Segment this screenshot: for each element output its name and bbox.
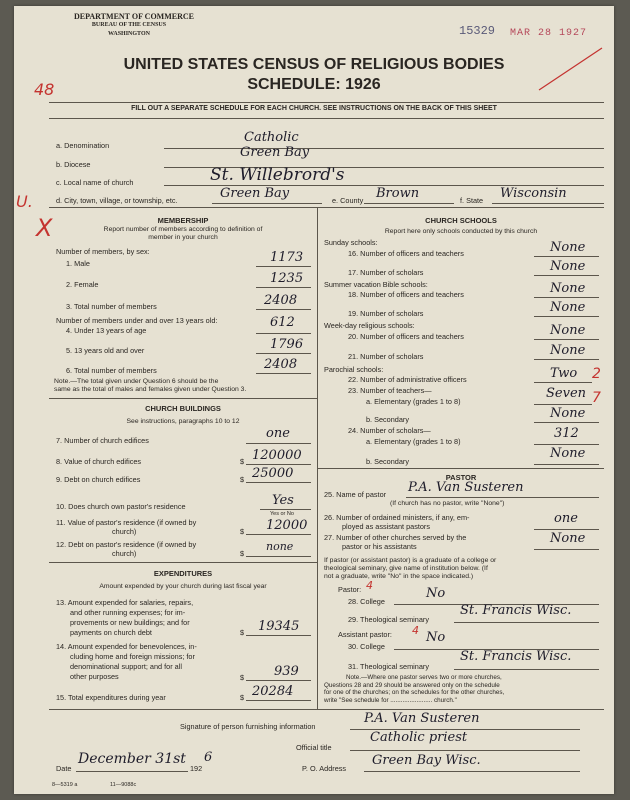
- county-label: e. County: [332, 196, 364, 205]
- membership-intro: Report number of members according to definition of member in your church: [103, 226, 263, 241]
- q6-field[interactable]: 2408: [256, 363, 311, 374]
- church-name-field[interactable]: [164, 165, 604, 186]
- denomination-field[interactable]: [164, 130, 604, 149]
- q4-field[interactable]: 612: [256, 323, 311, 334]
- census-schedule-sheet: DEPARTMENT OF COMMERCE BUREAU OF THE CENSUS WASHINGTON 15329 MAR 28 1927 48 U. X UNITED STATES CENSUS OF RELIGIOUS BODIES SCHEDULE: 1926 FILL OUT A SEPARATE SCHEDULE FOR EACH CHURCH. SEE INSTRUCTIONS ON THE BACK OF THIS SHEET a. Denomination Catholic b. Diocese Green Bay c. Local name of church St. Willebrord's d. City, town, village, or township, etc. Green Bay e. County Brown f. State Wisconsin MEMBERSHIP Report number of members according to definition of member in your church Number of members, by sex: 1. Male 1173 2. Female 1235 3. Total number of members 2408 Number of members under and over 13 years old: 4. Under 13 years of age 612 5. 13 years old and over 1796 6. Total number of members 2408 Note.—The total given under Question 6 should be the same as the total of males and females given under Question 3. CHURCH BUILDINGS See instructions, paragraphs 10 to 12 7. Number of church edifices one 8. Value of church edifices $ 120000 9. Debt on church edifices $ 25000 10. Does church own pastor's residence Yes Yes or No 11. Value of pastor's residence (if owned by church) $ 12000 12. Debt on pastor's residence (if owned by church) $ none EXPENDITURES Amount expended by your church during last fiscal year 13. Amount expended for salaries, repairs, and other running expenses; for im- provements or new buildings; and for payments on church debt $ 19345 14. Amount expended for benevolences, in- cluding home and foreign missions; for denominational support; and for all other purposes $ 939 15. Total expenditures during year $ 20284 CHURCH SCHOOLS Report here only schools conducted by this church Sunday schools: 16. Number of officers and teachers None 17. Number of scholars None Summer vacation Bible schools: 18. Number of officers and teachers None 19. Number of scholars None Week-day religious schools: 20. Number of officers and teachers None 21. Number of scholars None Parochial schools: 22. Number of administrative officers Two 2 23. Number of teachers— a. Elementary (grades 1 to 8) Seven 7 b. Secondary None 24. Number of scholars— a. Elementary (grades 1 to 8) 312 b. Secondary None PASTOR 25. Name of pastor P.A. Van Susteren (If church has no pastor, write "None") 26. Number of ordained ministers, if any, em- ployed as assistant pastors one 27. Number of other churches served by the pastor or his assistants None If pastor (or assistant pastor) is a graduate of a college or theological seminary, give name of institution below. (If not a graduate, write "No" in the space indicated.) Pastor: 4 28. College No 29. Theological seminary St. Francis Wisc. Assistant pastor: 4 30. College No 31. Theological seminary St. Francis Wisc. Note.—Where one pastor serves two or more churches, Questions 28 and 29 should be answered only on the schedule for one of the churches; on the schedules for the other churches, write "See schedule for ........................ church." Signature of person furnishing information P.A. Van Susteren Official title Catholic priest Date December 31st 192 6 P. O. Address Green Bay Wisc. 8—5319 a 11—9088c: [14, 6, 614, 794]
- denomination-label: a. Denomination: [56, 141, 110, 150]
- q3-label: 3. Total number of members: [66, 302, 157, 311]
- q18-label: 18. Number of officers and teachers: [348, 290, 464, 299]
- county-value: Brown: [376, 186, 420, 201]
- q28-label: 28. College: [348, 597, 385, 606]
- form-code-1: 8—5319 a: [52, 782, 78, 788]
- received-stamp-number: 15329: [459, 24, 496, 38]
- q7-label: 7. Number of church edifices: [56, 436, 149, 445]
- address-field[interactable]: Green Bay Wisc.: [364, 761, 580, 772]
- state-value: Wisconsin: [500, 186, 567, 201]
- q8-label: 8. Value of church edifices: [56, 457, 142, 466]
- q17-label: 17. Number of scholars: [348, 268, 424, 277]
- q2-label: 2. Female: [66, 280, 99, 289]
- q11-field[interactable]: 12000: [246, 524, 311, 535]
- q24a-label: a. Elementary (grades 1 to 8): [366, 437, 461, 446]
- q23a-field[interactable]: Seven: [534, 394, 592, 405]
- divider: [49, 709, 604, 710]
- q15-field[interactable]: 20284: [246, 690, 311, 701]
- q13-field[interactable]: 19345: [246, 625, 311, 636]
- department-header: [74, 12, 195, 39]
- received-stamp-date: MAR 28 1927: [510, 28, 588, 39]
- form-instruction: FILL OUT A SEPARATE SCHEDULE FOR EACH CHURCH. SEE INSTRUCTIONS ON THE BACK OF THIS SHEET: [131, 105, 497, 112]
- q29-label: 29. Theological seminary: [348, 615, 429, 624]
- buildings-heading: CHURCH BUILDINGS: [145, 404, 221, 413]
- address-label: P. O. Address: [302, 764, 347, 773]
- divider: [49, 207, 604, 208]
- q20-field[interactable]: None: [534, 329, 599, 340]
- q14-field[interactable]: 939: [246, 670, 311, 681]
- membership-heading: MEMBERSHIP: [157, 216, 209, 225]
- city-value: Green Bay: [220, 186, 290, 201]
- q2-field[interactable]: 1235: [256, 277, 311, 288]
- q5-field[interactable]: 1796: [256, 343, 311, 354]
- diocese-label: b. Diocese: [56, 160, 91, 169]
- year-suffix: 6: [204, 750, 213, 765]
- bureau-name: BUREAU OF THE CENSUS: [91, 22, 167, 28]
- q28-field[interactable]: No: [394, 594, 599, 605]
- q14-label: 14. Amount expended for benevolences, in- cluding home and foreign missions; for denominational support; and for all other purposes: [56, 642, 197, 681]
- q1-label: 1. Male: [66, 259, 90, 268]
- column-divider: [317, 207, 318, 709]
- divider: [49, 562, 317, 563]
- date-field[interactable]: December 31st: [76, 761, 188, 772]
- year-prefix: 192: [190, 764, 203, 773]
- q31-label: 31. Theological seminary: [348, 662, 429, 671]
- state-label: f. State: [460, 196, 484, 205]
- q27-label: 27. Number of other churches served by the pastor or his assistants: [324, 533, 467, 551]
- q7-field[interactable]: one: [246, 433, 311, 444]
- pastor-heading: PASTOR: [445, 473, 477, 482]
- city-field[interactable]: [212, 186, 322, 204]
- q23b-field[interactable]: None: [534, 412, 599, 423]
- q9-label: 9. Debt on church edifices: [56, 475, 141, 484]
- q25-field[interactable]: P.A. Van Susteren: [406, 487, 599, 498]
- diocese-value: Green Bay: [240, 145, 310, 160]
- signature-field[interactable]: P.A. Van Susteren: [350, 719, 580, 730]
- q29-field[interactable]: St. Francis Wisc.: [454, 612, 599, 623]
- divider: [49, 398, 317, 399]
- q25-hint: (If church has no pastor, write "None"): [390, 500, 505, 507]
- q26-field[interactable]: one: [534, 519, 599, 530]
- county-field[interactable]: [364, 186, 454, 204]
- q23a-label: a. Elementary (grades 1 to 8): [366, 397, 461, 406]
- department-name: DEPARTMENT OF COMMERCE: [74, 12, 195, 21]
- q10-label: 10. Does church own pastor's residence: [56, 502, 186, 511]
- q24a-field[interactable]: 312: [534, 434, 599, 445]
- form-subtitle: SCHEDULE: 1926: [247, 76, 381, 93]
- margin-mark-x: X: [36, 214, 53, 242]
- q30-field[interactable]: No: [394, 639, 599, 650]
- state-field[interactable]: [492, 186, 604, 204]
- q10-hint: Yes or No: [270, 511, 294, 517]
- q15-label: 15. Total expenditures during year: [56, 693, 166, 702]
- q26-label: 26. Number of ordained ministers, if any, em- ployed as assistant pastors: [324, 513, 470, 531]
- church-name-label: c. Local name of church: [56, 178, 134, 187]
- q17-field[interactable]: None: [534, 265, 599, 276]
- expenditures-intro: Amount expended by your church during last fiscal year: [99, 583, 267, 590]
- bureau-city: WASHINGTON: [108, 31, 150, 37]
- q3-field[interactable]: 2408: [256, 299, 311, 310]
- divider: [317, 468, 604, 469]
- form-title: UNITED STATES CENSUS OF RELIGIOUS BODIES: [123, 56, 505, 73]
- denomination-value: Catholic: [244, 130, 299, 145]
- q24b-label: b. Secondary: [366, 457, 409, 466]
- membership-age-intro: Number of members under and over 13 years old:: [56, 316, 218, 325]
- pastor-note: Note.—Where one pastor serves two or more churches, Questions 28 and 29 should be answered only on the schedule for one of the churches; on the schedules for the other churches, write "See schedule for ........................ church.": [324, 674, 505, 704]
- date-label: Date: [56, 764, 72, 773]
- official-title-field[interactable]: Catholic priest: [350, 740, 580, 751]
- q30-label: 30. College: [348, 642, 385, 651]
- membership-note: Note.—The total given under Question 6 should be the same as the total of males and females given under Question 3.: [54, 378, 247, 393]
- schools-intro: Report here only schools conducted by this church: [384, 228, 538, 235]
- q12-field[interactable]: none: [246, 546, 311, 557]
- q21-label: 21. Number of scholars: [348, 352, 424, 361]
- membership-by-sex: Number of members, by sex:: [56, 247, 150, 256]
- q22-label: 22. Number of administrative officers: [348, 375, 467, 384]
- divider: [49, 118, 604, 119]
- official-title-label: Official title: [296, 743, 332, 752]
- q19-field[interactable]: None: [534, 306, 599, 317]
- q27-field[interactable]: None: [534, 539, 599, 550]
- q8-field[interactable]: 120000: [246, 454, 311, 465]
- q24-label: 24. Number of scholars—: [348, 426, 431, 435]
- form-code-2: 11—9088c: [110, 782, 137, 788]
- q23b-label: b. Secondary: [366, 415, 409, 424]
- q19-label: 19. Number of scholars: [348, 309, 424, 318]
- q25-label: 25. Name of pastor: [324, 490, 387, 499]
- q16-field[interactable]: None: [534, 246, 599, 257]
- q21-field[interactable]: None: [534, 349, 599, 360]
- church-name-value: St. Willebrord's: [210, 165, 345, 185]
- q5-label: 5. 13 years old and over: [66, 346, 145, 355]
- divider: [49, 102, 604, 103]
- margin-mark-u: U.: [16, 192, 33, 211]
- q11-label: 11. Value of pastor's residence (if owned by church): [56, 518, 197, 536]
- q24b-field[interactable]: None: [534, 454, 599, 465]
- graduate-instruction: If pastor (or assistant pastor) is a graduate of a college or theological seminary, give name of institution below. (If not a graduate, write "No" in the space indicated.): [324, 557, 497, 580]
- q4-label: 4. Under 13 years of age: [66, 326, 147, 335]
- q9-field[interactable]: 25000: [246, 472, 311, 483]
- q16-label: 16. Number of officers and teachers: [348, 249, 464, 258]
- expenditures-heading: EXPENDITURES: [153, 569, 213, 578]
- q20-label: 20. Number of officers and teachers: [348, 332, 464, 341]
- q13-label: 13. Amount expended for salaries, repairs, and other running expenses; for im- provements or new buildings; and for payments on church debt: [56, 598, 194, 637]
- margin-mark-48: 48: [34, 80, 55, 99]
- q23-label: 23. Number of teachers—: [348, 386, 432, 395]
- signature-label: Signature of person furnishing information: [180, 722, 316, 731]
- q1-field[interactable]: 1173: [256, 256, 311, 267]
- q10-field[interactable]: Yes: [260, 499, 311, 510]
- q6-label: 6. Total number of members: [66, 366, 157, 375]
- buildings-intro: See instructions, paragraphs 10 to 12: [126, 418, 240, 425]
- city-label: d. City, town, village, or township, etc.: [56, 196, 178, 205]
- q31-field[interactable]: St. Francis Wisc.: [454, 659, 599, 670]
- q12-label: 12. Debt on pastor's residence (if owned by church): [56, 540, 197, 558]
- q18-field[interactable]: None: [534, 287, 599, 298]
- schools-heading: CHURCH SCHOOLS: [425, 216, 497, 225]
- q22-field[interactable]: Two: [534, 372, 592, 383]
